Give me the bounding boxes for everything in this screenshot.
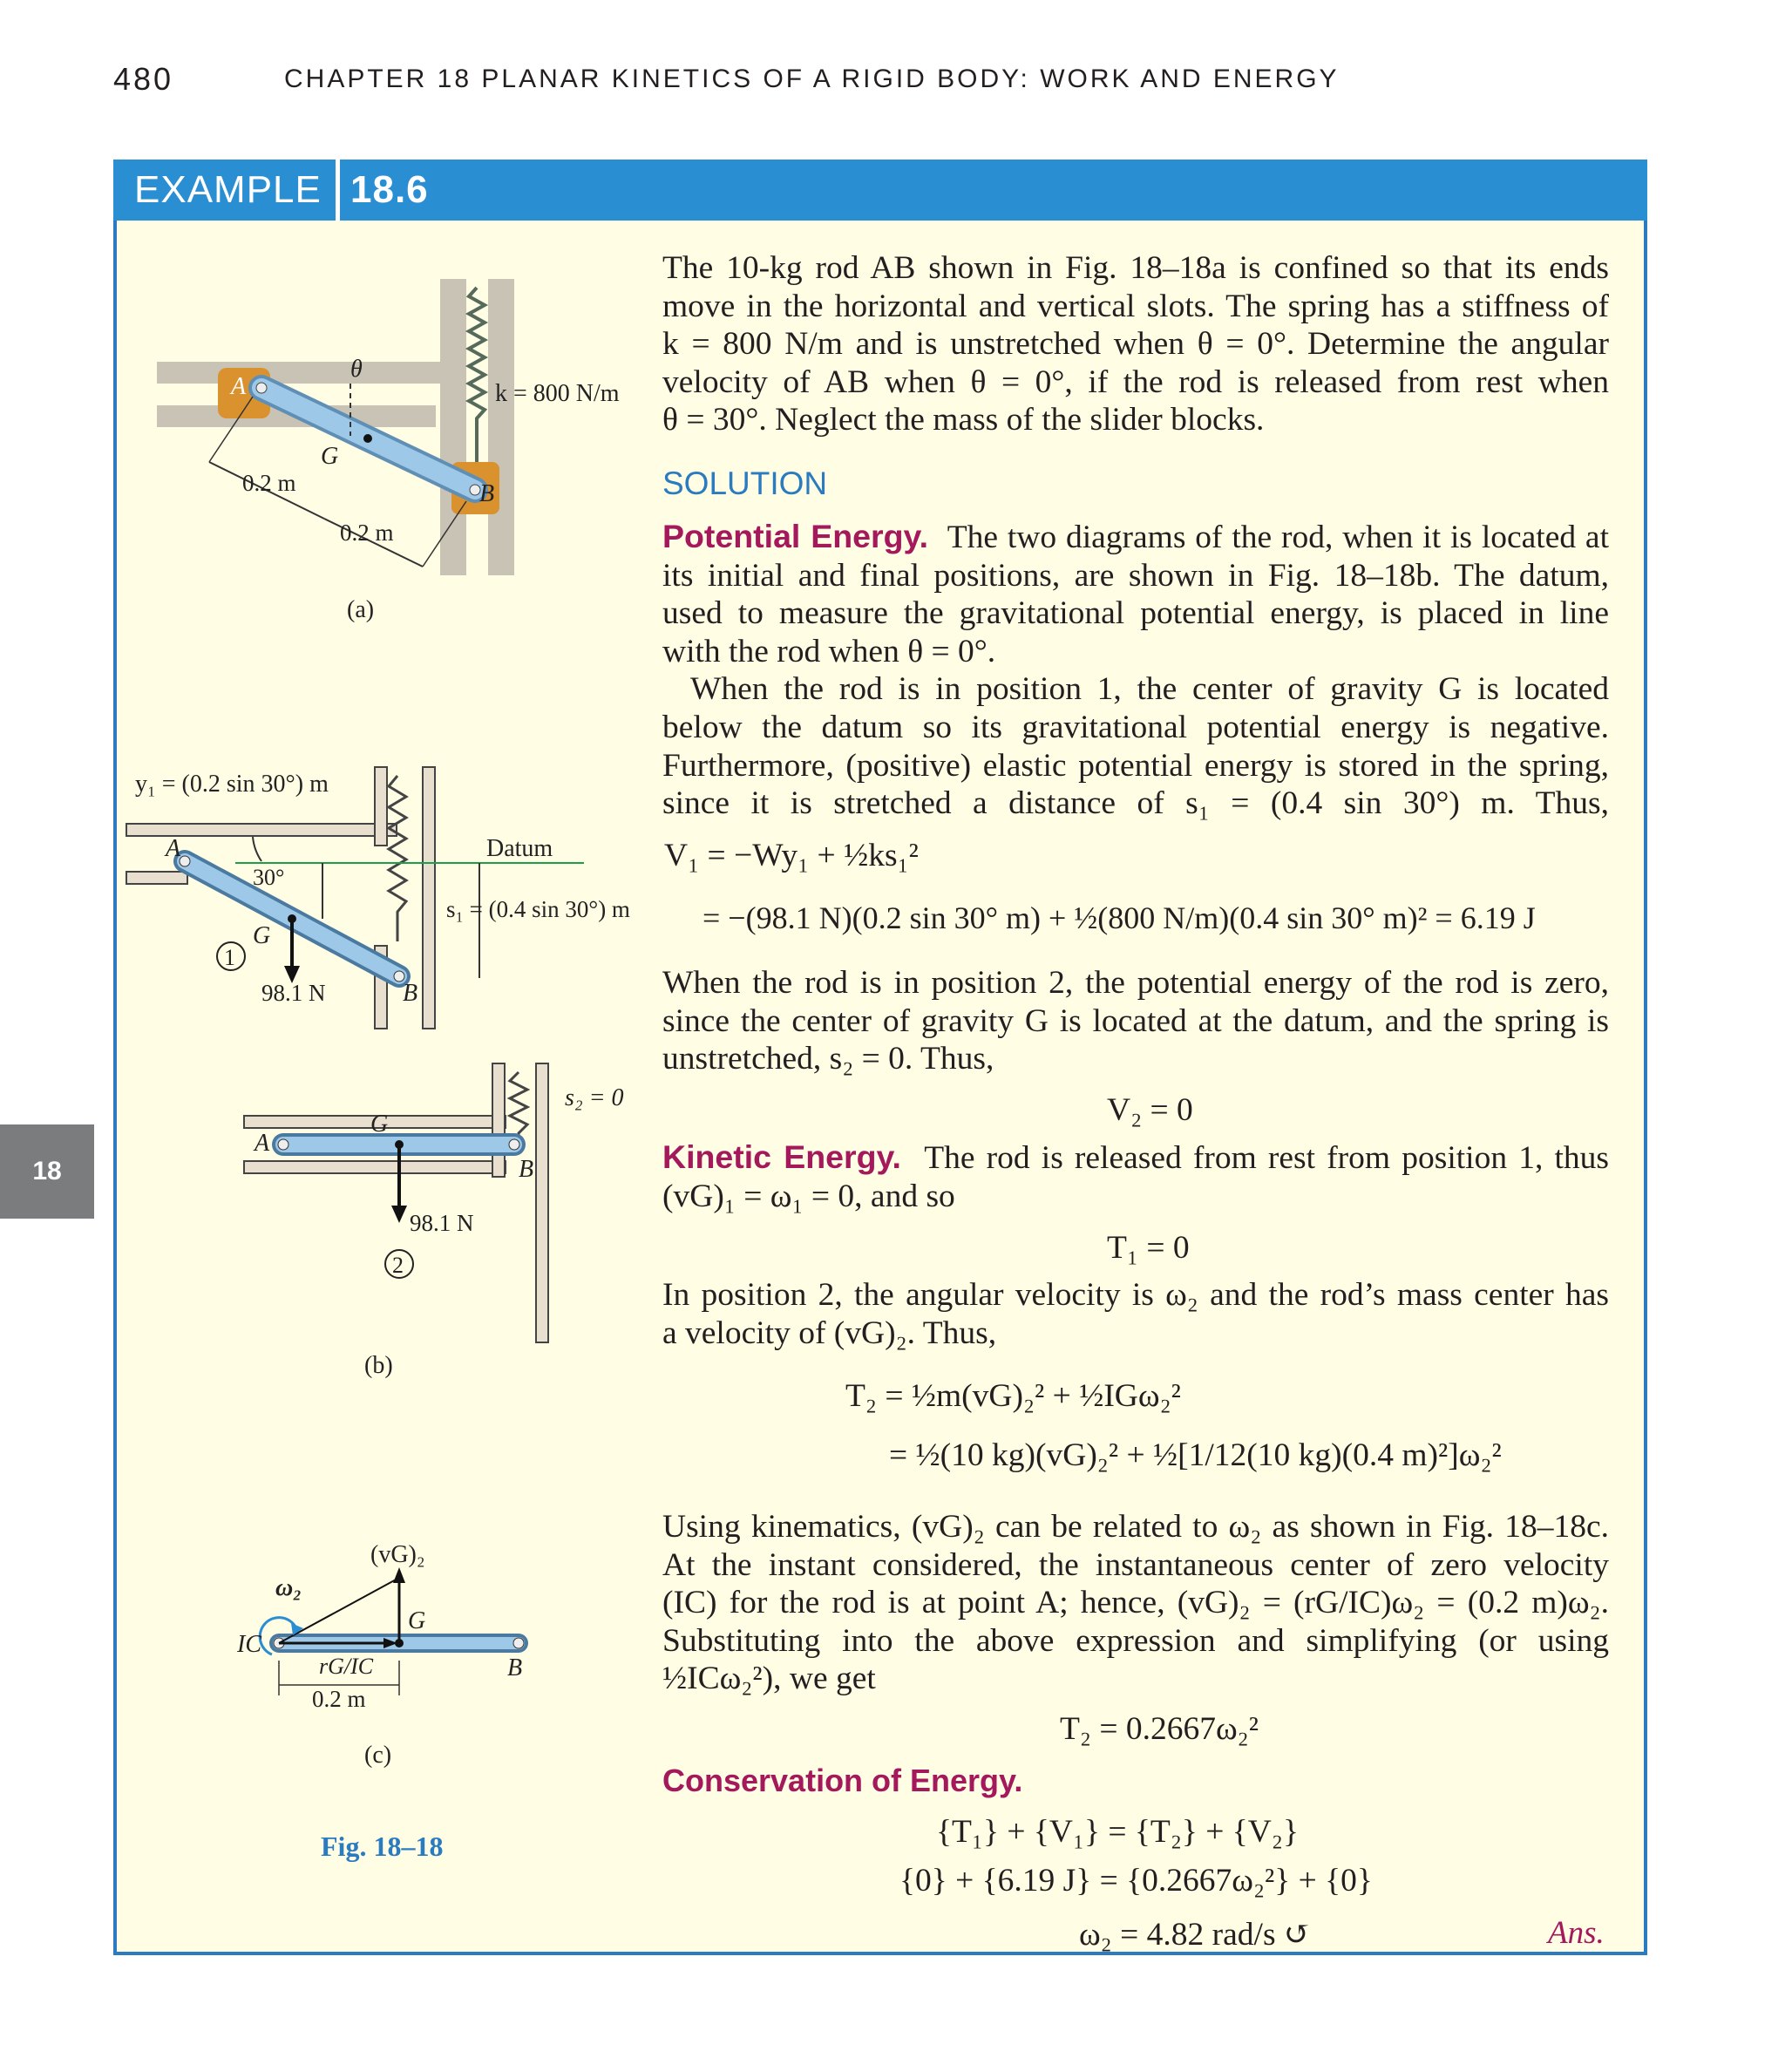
wall-top [157,362,453,384]
potential-energy-section [662,518,1609,823]
running-head: CHAPTER 18 PLANAR KINETICS OF A RIGID BODY: WORK AND ENERGY [284,65,1340,93]
problem-line: θ = 30°. Neglect the mass of the slider blocks. [662,402,1265,438]
slot-left-wall [375,767,387,846]
potential-energy-heading: Potential Energy. [662,518,929,554]
text-line: (vG)₁ = ω₁ = 0, and so [662,1178,955,1214]
text-line: below the datum so its gravitational potential energy is negative. [662,709,1609,745]
text-line: When the rod is in position 2, the potential energy of the rod is zero, [662,965,1609,1001]
problem-line: The 10-kg rod AB shown in Fig. 18–18a is confined so that its ends [662,250,1609,286]
text-line: The rod is released from rest from position 1, thus [924,1140,1609,1176]
equation-t2: T₂ = ½m(vG)₂² + ½IGω₂² [845,1378,1181,1414]
label-s1: s₁ = (0.4 sin 30°) m [446,896,630,922]
example-divider [336,160,340,221]
label-dim1: 0.2 m [242,470,296,496]
problem-line: move in the horizontal and vertical slots. The spring has a stiffness of [662,288,1609,324]
weight-arrowhead [391,1206,407,1223]
figure-c [122,1525,662,1778]
text-line: In position 2, the angular velocity is ω₂ and the rod’s mass center has [662,1277,1609,1313]
figure-b-label: (b) [364,1352,393,1379]
label-stiffness: k = 800 N/m [495,380,620,407]
label-vg: (vG)₂ [370,1541,425,1568]
equation-t2-substituted: = ½(10 kg)(vG)₂² + ½[1/12(10 kg)(0.4 m)²]ω₂² [889,1437,1502,1473]
kinetic-energy-section [662,1138,1609,1215]
text-line: its initial and final positions, are shown in Fig. 18–18b. The datum, [662,557,1609,594]
spring [469,288,485,462]
pin-a [256,383,267,393]
position-two-kinetic-text [662,1276,1609,1352]
pin-b [513,1638,524,1648]
label-b: B [403,980,418,1007]
slot-right-wall [423,767,435,1029]
text-line: At the instant considered, the instantaneous center of zero velocity [662,1546,1609,1583]
figure-a [122,262,662,628]
equation-v1-evaluated: = −(98.1 N)(0.2 sin 30° m) + ½(800 N/m)(0.4 sin 30° m)² = 6.19 J [702,900,1536,935]
figure-b-position-1 [122,750,662,1037]
equation-v2: V₂ = 0 [1107,1092,1193,1128]
label-ic: IC [237,1631,261,1658]
pin-b [509,1139,519,1150]
text-line: a velocity of (vG)₂. Thus, [662,1315,997,1351]
text-line: unstretched, s₂ = 0. Thus, [662,1041,994,1077]
center-g [363,434,372,443]
answer-label: Ans. [1548,1915,1605,1951]
wall-far-right [488,279,514,575]
text-line: (IC) for the rod is at point A; hence, (vG)₂ = (rG/IC)ω₂ = (0.2 m)ω₂. [662,1585,1609,1621]
label-r: rG/IC [319,1654,374,1679]
label-angle: 30° [253,865,285,890]
equation-t1: T₁ = 0 [1107,1230,1190,1266]
example-label: EXAMPLE [134,168,322,211]
equation-t2-result: T₂ = 0.2667ω₂² [1060,1711,1259,1747]
example-header-bar [113,160,1647,221]
angle-arc [253,837,261,861]
text-line: since it is stretched a distance of s₁ = (0.4 sin 30°) m. Thus, [662,785,1609,822]
figure-b-position-2 [122,1046,662,1395]
label-weight: 98.1 N [410,1210,474,1236]
text-line: Substituting into the above expression and simplifying (or using [662,1622,1609,1659]
figure-caption: Fig. 18–18 [321,1831,444,1862]
page-number: 480 [113,61,174,97]
equation-v1: V₁ = −Wy₁ + ½ks₁² [664,838,919,873]
label-position-1: 1 [224,945,235,970]
label-dim2: 0.2 m [340,520,394,546]
spring [389,776,406,941]
label-b: B [519,1156,534,1183]
label-b: B [479,480,495,507]
slot-bottom [126,872,187,884]
label-weight: 98.1 N [261,980,326,1006]
label-g: G [370,1111,389,1138]
text-line: The two diagrams of the rod, when it is located at [947,520,1609,555]
problem-line: velocity of AB when θ = 0°, if the rod is released from rest when [662,363,1609,400]
chapter-tab: 18 [0,1124,94,1219]
position-two-text [662,964,1609,1078]
text-line: used to measure the gravitational potential energy, is placed in line [662,595,1609,632]
kinetic-energy-heading: Kinetic Energy. [662,1138,901,1175]
text-line: since the center of gravity G is located at the datum, and the spring is [662,1002,1609,1039]
text-line: with the rod when θ = 0°. [662,633,996,669]
label-s2: s₂ = 0 [565,1084,624,1111]
figure-c-label: (c) [364,1742,392,1769]
figure-a-label: (a) [347,596,375,623]
text-line: Using kinematics, (vG)₂ can be related to ω₂ as shown in Fig. 18–18c. [662,1509,1609,1545]
slot-bottom [244,1161,506,1173]
solution-heading: SOLUTION [662,465,828,501]
label-g: G [408,1607,426,1634]
label-g: G [253,922,271,949]
label-a: A [231,373,247,400]
label-b: B [507,1654,523,1681]
slot-right-wall [536,1063,548,1342]
label-g: G [321,443,339,470]
label-y1: y₁ = (0.2 sin 30°) m [135,771,329,798]
equation-answer: ω₂ = 4.82 rad/s ↺ [1079,1917,1312,1953]
label-a: A [255,1130,270,1157]
problem-statement [662,249,1609,439]
label-position-2: 2 [392,1253,404,1278]
kinematics-text [662,1508,1609,1698]
spring [510,1072,527,1142]
slot-left-wall [492,1063,505,1177]
example-number: 18.6 [350,168,429,211]
pin-a [180,856,190,866]
label-a: A [166,835,181,862]
wall-right [440,279,466,575]
text-line: ½ICω₂²), we get [662,1661,876,1697]
equation-conservation-values: {0} + {6.19 J} = {0.2667ω₂²} + {0} [899,1863,1373,1899]
text-line: When the rod is in position 1, the center of gravity G is located [690,671,1609,708]
label-theta: θ [350,356,363,383]
problem-line: k = 800 N/m and is unstretched when θ = 0°. Determine the angular [662,326,1609,363]
label-omega: ω₂ [275,1574,302,1601]
conservation-heading: Conservation of Energy. [662,1763,1023,1798]
label-dim: 0.2 m [312,1686,366,1712]
text-line: Furthermore, (positive) elastic potential energy is stored in the spring, [662,747,1609,784]
slot-top [126,824,397,836]
pin-a [278,1139,288,1150]
equation-conservation: {T₁} + {V₁} = {T₂} + {V₂} [936,1814,1299,1850]
label-datum: Datum [486,835,553,862]
